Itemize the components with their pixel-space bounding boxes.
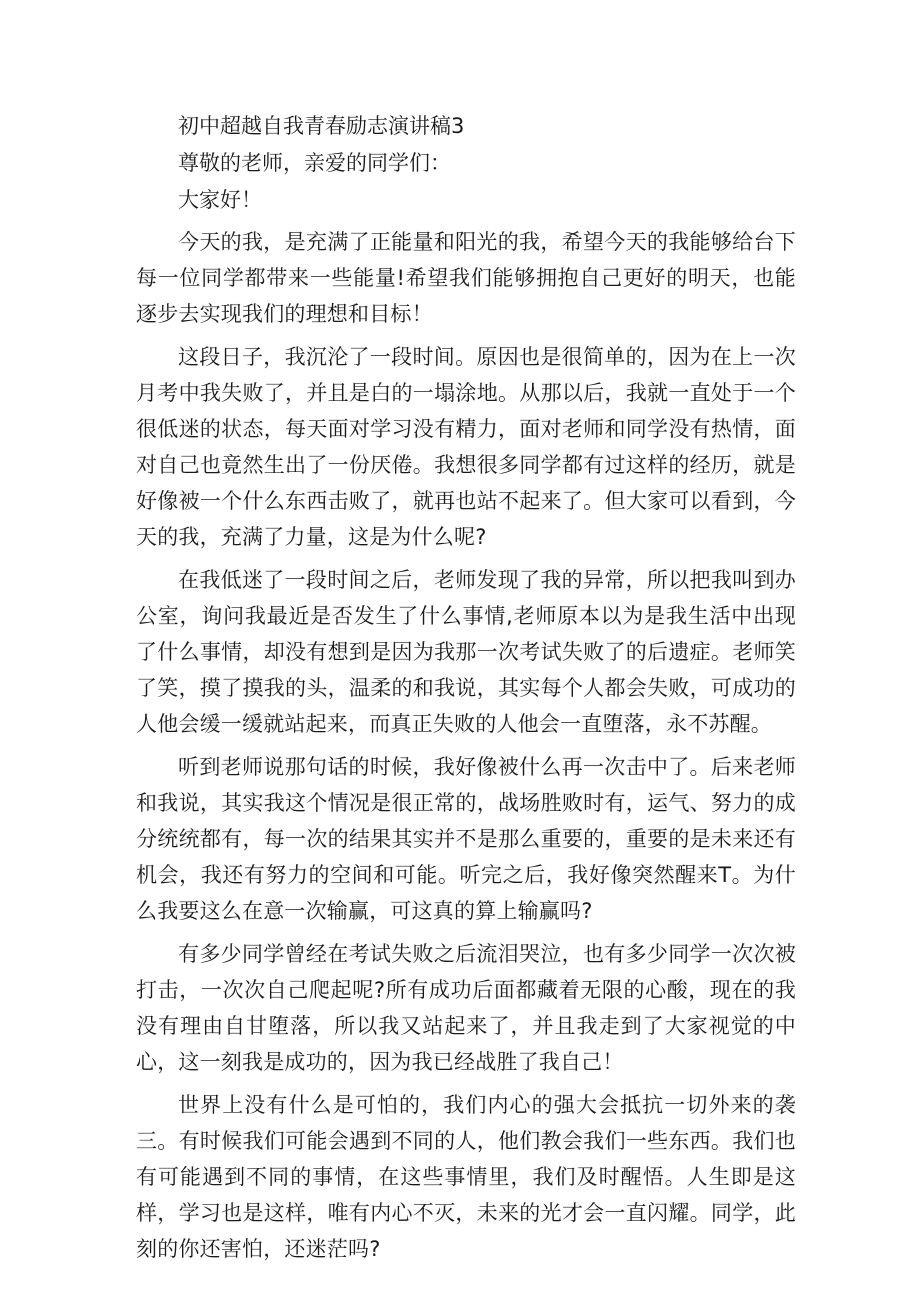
- paragraph: 在我低迷了一段时间之后，老师发现了我的异常，所以把我叫到办公室，询问我最近是否发生了什么事情,老师原本以为是我生活中出现了什么事情，却没有想到是因为我那一次考试失败了的后遗症。老师笑了笑，摸了摸我的头，温柔的和我说，其实每个人都会失败，可成功的人他会缓一缓就站起来，而真正失败的人他会一直堕落，永不苏醒。: [136, 568, 796, 736]
- salutation: 尊敬的老师，亲爱的同学们：: [178, 151, 451, 175]
- greeting: 大家好！: [178, 188, 262, 212]
- document-title: 初中超越自我青春励志演讲稿3: [178, 114, 465, 138]
- paragraph: 今天的我，是充满了正能量和阳光的我，希望今天的我能够给台下每一位同学都带来一些能量!希望我们能够拥抱自己更好的明天，也能逐步去实现我们的理想和目标！: [136, 230, 796, 326]
- paragraph: 世界上没有什么是可怕的，我们内心的强大会抵抗一切外来的袭三。有时候我们可能会遇到不同的人，他们教会我们一些东西。我们也有可能遇到不同的事情，在这些事情里，我们及时醒悟。人生即是这样，学习也是这样，唯有内心不灭，未来的光才会一直闪耀。同学，此刻的你还害怕，还迷茫吗?: [136, 1093, 796, 1261]
- paragraph: 这段日子，我沉沦了一段时间。原因也是很简单的，因为在上一次月考中我失败了，并且是白的一塌涂地。从那以后，我就一直处于一个很低迷的状态，每天面对学习没有精力，面对老师和同学没有热情，面对自己也竟然生出了一份厌倦。我想很多同学都有过这样的经历，就是好像被一个什么东西击败了，就再也站不起来了。但大家可以看到，今天的我，充满了力量，这是为什么呢?: [136, 345, 796, 549]
- paragraph: 有多少同学曾经在考试失败之后流泪哭泣，也有多少同学一次次被打击，一次次自己爬起呢?所有成功后面都藏着无限的心酸，现在的我没有理由自甘堕落，所以我又站起来了，并且我走到了大家视觉的中心，这一刻我是成功的，因为我已经战胜了我自己！: [136, 942, 796, 1074]
- paragraph: 听到老师说那句话的时候，我好像被什么再一次击中了。后来老师和我说，其实我这个情况是很正常的，战场胜败时有，运气、努力的成分统统都有，每一次的结果其实并不是那么重要的，重要的是未来还有机会，我还有努力的空间和可能。听完之后，我好像突然醒来T。为什么我要这么在意一次输赢，可这真的算上输赢吗?: [136, 755, 796, 923]
- document-body: [136, 113, 796, 1274]
